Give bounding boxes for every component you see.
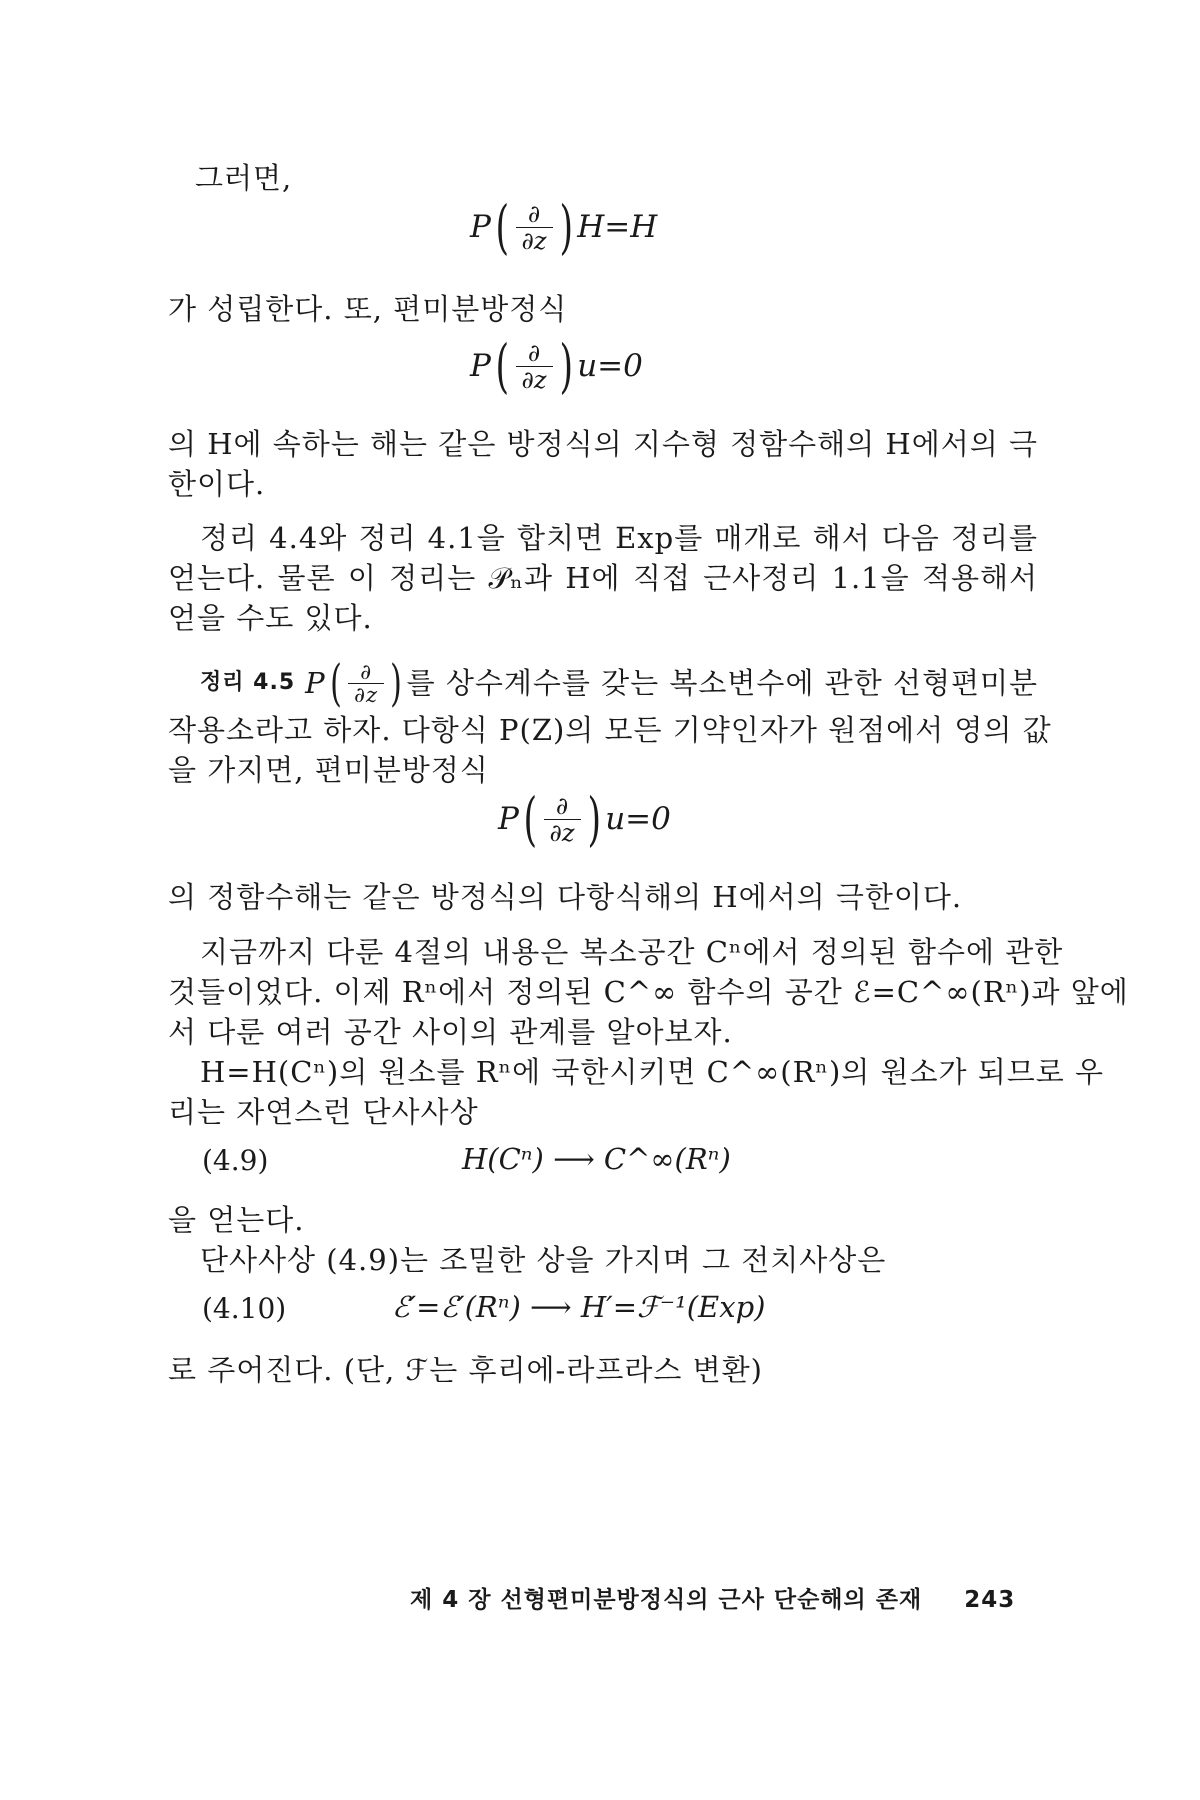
theorem-label: 정리 4.5 <box>200 670 296 695</box>
mapping-source: H(Cⁿ) <box>462 1142 544 1176</box>
text-line: 그러면, <box>195 161 293 195</box>
chapter-title: 제 4 장 선형편미분방정식의 근사 단순해의 존재 <box>410 1587 923 1613</box>
theorem-operator <box>305 654 406 712</box>
text-line: 작용소라고 하자. 다항식 P(Z)의 모든 기약인자가 원점에서 영의 값 <box>168 713 1052 747</box>
text-line: 지금까지 다룬 4절의 내용은 복소공간 Cⁿ에서 정의된 함수에 관한 <box>200 935 1064 969</box>
fraction-numerator: ∂ <box>360 659 373 684</box>
equation-4-9 <box>462 1142 731 1176</box>
right-paren: ) <box>587 785 601 853</box>
fraction-denominator: ∂z <box>516 227 553 254</box>
text-line: 로 주어진다. (단, ℱ는 후리에-라프라스 변환) <box>168 1353 763 1387</box>
fraction-numerator: ∂ <box>555 791 569 820</box>
fraction-numerator: ∂ <box>527 199 541 228</box>
right-paren: ) <box>390 654 403 712</box>
text-line: 가 성립한다. 또, 편미분방정식 <box>168 292 568 326</box>
mapping-source: ℰ′=ℰ′(Rⁿ) <box>392 1290 521 1324</box>
text-line: 한이다. <box>168 467 266 501</box>
text-line: 을 얻는다. <box>168 1203 305 1237</box>
text-line: 을 가지면, 편미분방정식 <box>168 753 489 787</box>
arrow-icon: ⟶ <box>530 1290 572 1324</box>
page-number: 243 <box>964 1587 1016 1613</box>
fraction-denominator: ∂z <box>348 683 384 706</box>
mapping-target: H′=ℱ⁻¹(Exp) <box>580 1290 766 1324</box>
eq-symbol: P <box>470 209 491 245</box>
text-line: H=H(Cⁿ)의 원소를 Rⁿ에 국한시키면 C^∞(Rⁿ)의 원소가 되므로 우 <box>200 1055 1105 1089</box>
equation-number: (4.10) <box>202 1292 287 1325</box>
right-paren: ) <box>559 332 573 400</box>
eq-symbol: P <box>498 801 519 837</box>
eq-symbol: P <box>305 666 326 700</box>
text-line: 얻는다. 물론 이 정리는 𝒫ₙ과 H에 직접 근사정리 1.1을 적용해서 <box>168 561 1038 595</box>
equation-4-10 <box>392 1290 765 1324</box>
left-paren: ( <box>495 332 509 400</box>
text-line: 단사사상 (4.9)는 조밀한 상을 가지며 그 전치사상은 <box>200 1243 887 1277</box>
eq-symbol: P <box>470 348 491 384</box>
text-line: 정리 4.4와 정리 4.1을 합치면 Exp를 매개로 해서 다음 정리를 <box>200 521 1038 555</box>
left-paren: ( <box>495 193 509 261</box>
equation-number: (4.9) <box>202 1144 269 1177</box>
text-line: 리는 자연스런 단사사상 <box>168 1095 479 1129</box>
text-line: 의 정함수해는 같은 방정식의 다항식해의 H에서의 극한이다. <box>168 880 963 914</box>
fraction <box>516 201 553 254</box>
text-line: 얻을 수도 있다. <box>168 601 373 635</box>
left-paren: ( <box>523 785 537 853</box>
eq-rhs: H=H <box>577 209 658 245</box>
theorem-line <box>200 654 1038 712</box>
eq-rhs: u=0 <box>605 801 671 837</box>
fraction-numerator: ∂ <box>527 338 541 367</box>
equation-2 <box>470 332 643 400</box>
text-line: 의 H에 속하는 해는 같은 방정식의 지수형 정함수해의 H에서의 극 <box>168 427 1038 461</box>
left-paren: ( <box>329 654 343 712</box>
fraction <box>348 661 384 706</box>
fraction-denominator: ∂z <box>544 819 581 846</box>
fraction-denominator: ∂z <box>516 366 553 393</box>
right-paren: ) <box>559 193 573 261</box>
eq-rhs: u=0 <box>577 348 643 384</box>
arrow-icon: ⟶ <box>553 1142 595 1176</box>
mapping-target: C^∞(Rⁿ) <box>603 1142 731 1176</box>
equation-1 <box>470 193 658 261</box>
fraction <box>544 793 581 846</box>
text-line: 서 다룬 여러 공간 사이의 관계를 알아보자. <box>168 1015 733 1049</box>
running-footer <box>410 1581 1015 1614</box>
equation-3 <box>498 785 671 853</box>
text-line: 것들이었다. 이제 Rⁿ에서 정의된 C^∞ 함수의 공간 ℰ=C^∞(Rⁿ)과 앞에 <box>168 975 1129 1009</box>
theorem-text: 를 상수계수를 갖는 복소변수에 관한 선형편미분 <box>406 666 1038 700</box>
fraction <box>516 340 553 393</box>
